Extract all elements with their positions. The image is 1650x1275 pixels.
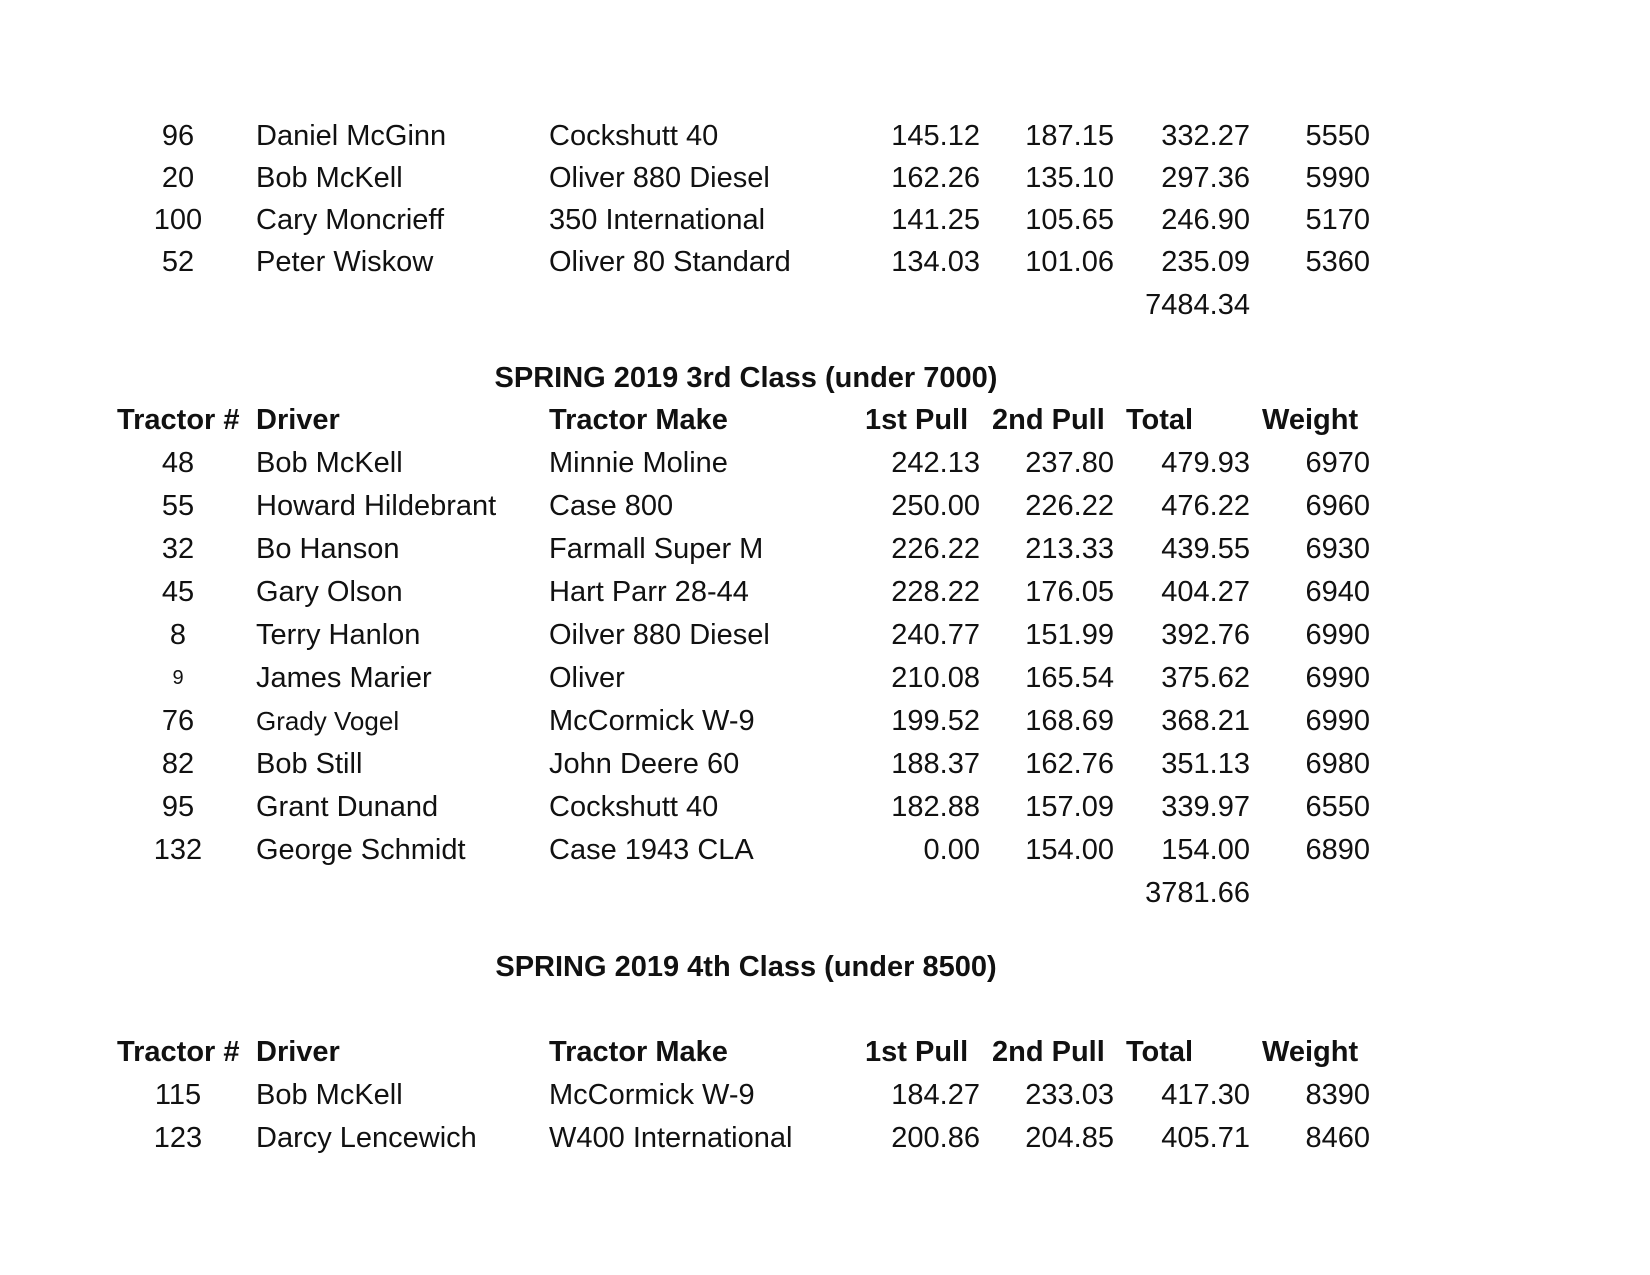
row-total: 405.71: [1161, 1122, 1250, 1154]
second-pull: 157.09: [1025, 791, 1114, 823]
driver-name: Gary Olson: [256, 576, 403, 608]
tractor-make: John Deere 60: [549, 748, 740, 780]
table-row: [0, 241, 1650, 283]
row-total: 368.21: [1161, 705, 1250, 737]
table-row: [0, 657, 1650, 699]
tractor-make: McCormick W-9: [549, 705, 755, 737]
weight: 6960: [1305, 490, 1370, 522]
header-weight: Weight: [1262, 404, 1359, 436]
header-tractor-make: Tractor Make: [549, 1036, 728, 1068]
header-driver: Driver: [256, 404, 340, 436]
table-row: [0, 115, 1650, 157]
first-pull: 242.13: [891, 447, 980, 479]
header-tractor-number: Tractor #: [117, 404, 240, 436]
first-pull: 134.03: [891, 246, 980, 278]
table-row: [0, 614, 1650, 656]
tractor-number: 132: [153, 834, 203, 866]
weight: 5360: [1305, 246, 1370, 278]
header-tractor-make: Tractor Make: [549, 404, 728, 436]
tractor-make: Farmall Super M: [549, 533, 764, 565]
first-pull: 210.08: [891, 662, 980, 694]
weight: 6990: [1305, 705, 1370, 737]
weight: 8460: [1305, 1122, 1370, 1154]
tractor-number: 55: [161, 490, 195, 522]
row-total: 479.93: [1161, 447, 1250, 479]
driver-name: Bo Hanson: [256, 533, 400, 565]
driver-name: Howard Hildebrant: [256, 490, 497, 522]
table-row: [0, 1074, 1650, 1116]
section-total: 7484.34: [1145, 289, 1250, 321]
tractor-number: 76: [161, 705, 195, 737]
table-row: [0, 786, 1650, 828]
row-total: 417.30: [1161, 1079, 1250, 1111]
tractor-make: Oliver: [549, 662, 625, 694]
second-pull: 213.33: [1025, 533, 1114, 565]
row-total: 297.36: [1161, 162, 1250, 194]
first-pull: 184.27: [891, 1079, 980, 1111]
weight: 6970: [1305, 447, 1370, 479]
driver-name: Darcy Lencewich: [256, 1122, 477, 1154]
first-pull: 199.52: [891, 705, 980, 737]
weight: 5170: [1305, 204, 1370, 236]
first-pull: 145.12: [891, 120, 980, 152]
tractor-number: 95: [161, 791, 195, 823]
tractor-make: Oilver 880 Diesel: [549, 619, 770, 651]
table-header: [0, 399, 1650, 441]
driver-name: Peter Wiskow: [256, 246, 434, 278]
table-row: [0, 1117, 1650, 1159]
first-pull: 228.22: [891, 576, 980, 608]
tractor-make: Oliver 80 Standard: [549, 246, 791, 278]
section-total: 3781.66: [1145, 877, 1250, 909]
row-total: 439.55: [1161, 533, 1250, 565]
second-pull: 165.54: [1025, 662, 1114, 694]
tractor-make: McCormick W-9: [549, 1079, 755, 1111]
first-pull: 200.86: [891, 1122, 980, 1154]
tractor-make: Hart Parr 28-44: [549, 576, 749, 608]
tractor-make: W400 International: [549, 1122, 793, 1154]
first-pull: 250.00: [891, 490, 980, 522]
second-pull: 168.69: [1025, 705, 1114, 737]
weight: 6980: [1305, 748, 1370, 780]
second-pull: 187.15: [1025, 120, 1114, 152]
table-row: [0, 485, 1650, 527]
tractor-make: 350 International: [549, 204, 766, 236]
driver-name: Bob Still: [256, 748, 363, 780]
second-pull: 233.03: [1025, 1079, 1114, 1111]
table-row: [0, 157, 1650, 199]
tractor-number: 8: [169, 619, 187, 651]
row-total: 351.13: [1161, 748, 1250, 780]
tractor-make: Cockshutt 40: [549, 120, 719, 152]
table-row: [0, 199, 1650, 241]
first-pull: 162.26: [891, 162, 980, 194]
table-header: [0, 1031, 1650, 1073]
table-row: [0, 829, 1650, 871]
driver-name: Grant Dunand: [256, 791, 439, 823]
header-total: Total: [1126, 404, 1194, 436]
second-pull: 237.80: [1025, 447, 1114, 479]
tractor-make: Case 800: [549, 490, 674, 522]
tractor-number: 52: [161, 246, 195, 278]
tractor-number: 45: [161, 576, 195, 608]
header-driver: Driver: [256, 1036, 340, 1068]
second-pull: 151.99: [1025, 619, 1114, 651]
second-pull: 105.65: [1025, 204, 1114, 236]
header-tractor-number: Tractor #: [117, 1036, 240, 1068]
weight: 5550: [1305, 120, 1370, 152]
table-row: [0, 442, 1650, 484]
class-title: SPRING 2019 4th Class (under 8500): [495, 951, 997, 983]
tractor-number: 82: [161, 748, 195, 780]
tractor-number: 48: [161, 447, 195, 479]
first-pull: 188.37: [891, 748, 980, 780]
table-row: [0, 528, 1650, 570]
table-row: [0, 700, 1650, 742]
table-row: [0, 743, 1650, 785]
row-total: 339.97: [1161, 791, 1250, 823]
tractor-make: Cockshutt 40: [549, 791, 719, 823]
second-pull: 154.00: [1025, 834, 1114, 866]
header-first-pull: 1st Pull: [865, 404, 969, 436]
header-weight: Weight: [1262, 1036, 1359, 1068]
header-total: Total: [1126, 1036, 1194, 1068]
tractor-make: Case 1943 CLA: [549, 834, 754, 866]
weight: 6990: [1305, 662, 1370, 694]
driver-name: Bob McKell: [256, 447, 403, 479]
row-total: 246.90: [1161, 204, 1250, 236]
driver-name: George Schmidt: [256, 834, 466, 866]
row-total: 392.76: [1161, 619, 1250, 651]
row-total: 375.62: [1161, 662, 1250, 694]
weight: 6550: [1305, 791, 1370, 823]
row-total: 476.22: [1161, 490, 1250, 522]
tractor-make: Minnie Moline: [549, 447, 728, 479]
weight: 6890: [1305, 834, 1370, 866]
first-pull: 226.22: [891, 533, 980, 565]
second-pull: 135.10: [1025, 162, 1114, 194]
weight: 6940: [1305, 576, 1370, 608]
second-pull: 101.06: [1025, 246, 1114, 278]
driver-name: Grady Vogel: [256, 706, 400, 736]
row-total: 404.27: [1161, 576, 1250, 608]
first-pull: 0.00: [923, 834, 980, 866]
weight: 8390: [1305, 1079, 1370, 1111]
driver-name: Bob McKell: [256, 162, 403, 194]
driver-name: Cary Moncrieff: [256, 204, 445, 236]
row-total: 332.27: [1161, 120, 1250, 152]
header-first-pull: 1st Pull: [865, 1036, 969, 1068]
first-pull: 182.88: [891, 791, 980, 823]
driver-name: James Marier: [256, 662, 432, 694]
weight: 5990: [1305, 162, 1370, 194]
first-pull: 240.77: [891, 619, 980, 651]
tractor-number: 32: [161, 533, 195, 565]
row-total: 235.09: [1161, 246, 1250, 278]
second-pull: 162.76: [1025, 748, 1114, 780]
class-title: SPRING 2019 3rd Class (under 7000): [494, 362, 998, 394]
header-second-pull: 2nd Pull: [992, 404, 1105, 436]
table-row: [0, 571, 1650, 613]
tractor-number: 9: [172, 667, 184, 689]
driver-name: Daniel McGinn: [256, 120, 447, 152]
tractor-make: Oliver 880 Diesel: [549, 162, 770, 194]
first-pull: 141.25: [891, 204, 980, 236]
tractor-number: 115: [154, 1079, 202, 1111]
weight: 6990: [1305, 619, 1370, 651]
driver-name: Terry Hanlon: [256, 619, 421, 651]
weight: 6930: [1305, 533, 1370, 565]
second-pull: 176.05: [1025, 576, 1114, 608]
header-second-pull: 2nd Pull: [992, 1036, 1105, 1068]
tractor-number: 96: [161, 120, 195, 152]
tractor-number: 123: [153, 1122, 203, 1154]
tractor-number: 20: [161, 162, 195, 194]
second-pull: 204.85: [1025, 1122, 1114, 1154]
tractor-number: 100: [153, 204, 203, 236]
row-total: 154.00: [1161, 834, 1250, 866]
second-pull: 226.22: [1025, 490, 1114, 522]
driver-name: Bob McKell: [256, 1079, 403, 1111]
